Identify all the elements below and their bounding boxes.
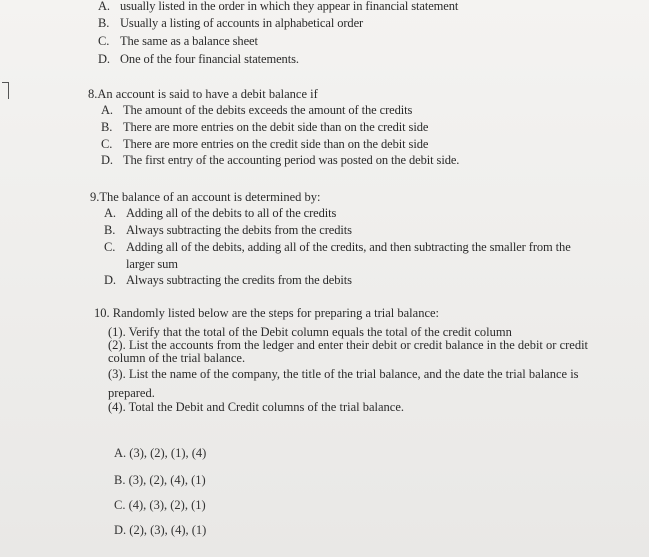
q8-option-b [101, 120, 428, 135]
q8-title: 8.An account is said to have a debit balance if [88, 87, 318, 101]
option-text: Always subtracting the credits from the debits [126, 273, 352, 287]
option-text: The first entry of the accounting period was posted on the debit side. [123, 153, 460, 167]
q10-answer-d: D. (2), (3), (4), (1) [114, 523, 207, 537]
q9-option-c [104, 240, 571, 255]
q10-step-2: (2). List the accounts from the ledger and enter their debit or credit balance in the debit or credit [108, 338, 589, 352]
option-text: Adding all of the debits to all of the credits [126, 206, 337, 220]
q8-option-c [101, 137, 428, 152]
option-letter: D. [101, 153, 113, 167]
q10-step-3: (3). List the name of the company, the title of the trial balance, and the date the trial balance is [108, 367, 579, 381]
q7-option-c [98, 34, 258, 49]
option-letter: C. [101, 137, 113, 151]
q9-option-c-continued: larger sum [126, 257, 178, 271]
q8-option-a [101, 103, 412, 118]
option-text: The same as a balance sheet [120, 34, 258, 48]
q9-option-a [104, 206, 336, 221]
option-text: Always subtracting the debits from the credits [126, 223, 352, 237]
option-letter: A. [98, 0, 110, 13]
option-letter: A. [104, 206, 116, 220]
option-letter: D. [98, 52, 110, 66]
option-letter: B. [101, 120, 113, 134]
option-text: There are more entries on the debit side than on the credit side [123, 120, 429, 134]
q9-option-b [104, 223, 352, 238]
q7-option-d [98, 52, 299, 67]
page-edge-mark [2, 82, 9, 99]
q9-title: 9.The balance of an account is determined by: [90, 190, 321, 204]
option-letter: D. [104, 273, 116, 287]
option-text: Adding all of the debits, adding all of the credits, and then subtracting the smaller from the [126, 240, 571, 254]
option-letter: C. [98, 34, 110, 48]
option-text: usually listed in the order in which they appear in financial statement [120, 0, 459, 13]
q10-step-2-continued: column of the trial balance. [108, 351, 246, 365]
q10-answer-c: C. (4), (3), (2), (1) [114, 498, 206, 512]
option-text: There are more entries on the credit side than on the debit side [123, 137, 429, 151]
q8-option-d [101, 153, 459, 168]
option-letter: A. [101, 103, 113, 117]
q10-step-3-continued: prepared. [108, 386, 155, 400]
option-text: One of the four financial statements. [120, 52, 299, 66]
q10-step-1: (1). Verify that the total of the Debit column equals the total of the credit column [108, 325, 512, 339]
q7-option-b [98, 16, 363, 31]
q9-option-d [104, 273, 352, 288]
q7-option-a [98, 0, 458, 14]
option-text: The amount of the debits exceeds the amount of the credits [123, 103, 413, 117]
q10-title: 10. Randomly listed below are the steps for preparing a trial balance: [94, 306, 440, 320]
option-letter: C. [104, 240, 116, 254]
option-text: Usually a listing of accounts in alphabetical order [120, 16, 364, 30]
q10-step-4: (4). Total the Debit and Credit columns of the trial balance. [108, 400, 405, 414]
option-letter: B. [98, 16, 110, 30]
q10-answer-b: B. (3), (2), (4), (1) [114, 473, 206, 487]
option-letter: B. [104, 223, 116, 237]
q10-answer-a: A. (3), (2), (1), (4) [114, 446, 207, 460]
